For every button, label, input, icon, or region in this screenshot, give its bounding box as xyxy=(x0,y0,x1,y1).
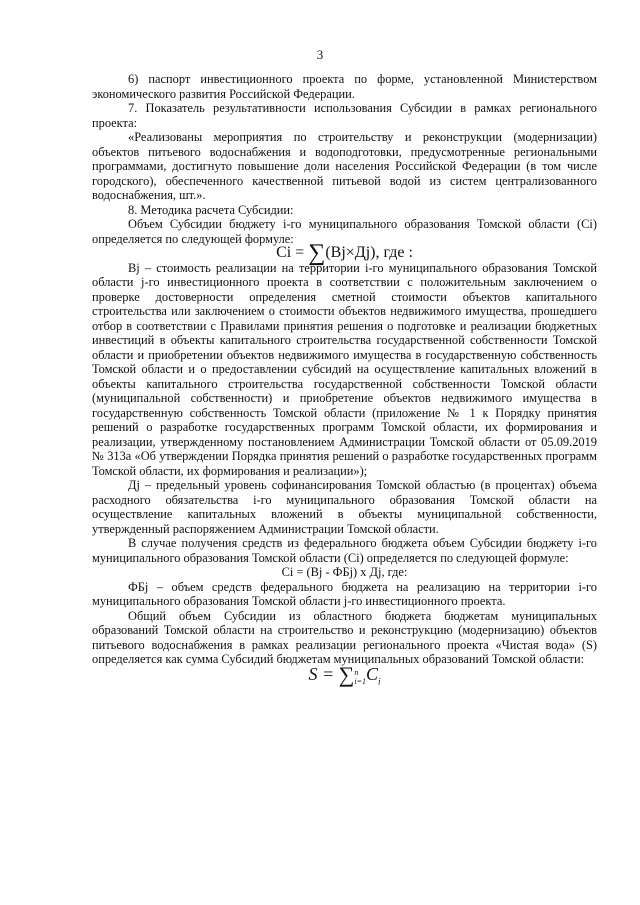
paragraph-total-volume: Общий объем Субсидии из областного бюджета бюджетам муниципальных образований Томской области на строительство и реконструкцию (модернизацию) объектов питьевого водоснабжения в рамках реализации регионального проекта «Чистая вода» (S) определяется как сумма Субсидий бюджетам муниципальных образований Томской области: xyxy=(92,608,597,666)
formula-total-term: C xyxy=(365,663,378,684)
formula-total xyxy=(92,661,597,689)
sum-upper-limit: n xyxy=(354,667,359,677)
document-body xyxy=(92,72,597,689)
paragraph-dj-definition: Дj – предельный уровень софинансирования Томской областью (в процентах) объема расходного обязательства i-го муниципального образования Томской области на осуществление капитальных вложений в объекты муниципальной собственности, утвержденный распоряжением Администрации Томской области. xyxy=(92,478,597,536)
paragraph-federal-case: В случае получения средств из федерального бюджета объем Субсидии бюджету i-го муниципального образования Томской области (Сi) определяется по следующей формуле: xyxy=(92,536,597,565)
paragraph-method-heading: 8. Методика расчета Субсидии: xyxy=(128,202,294,217)
paragraph-bj-definition: Bj – стоимость реализации на территории i-го муниципального образования Томской области j-го инвестиционного проекта в соответствии с положительным заключением о проверке достоверности определения сметной стоимости объектов капитального строительства или заключением о стоимости объектов недвижимого имущества, прошедшего отбор в соответствии с Правилами принятия решения о подготовке и реализации бюджетных инвестиций в объекты капитального строительства государственной собственности Томской области и приобретении объектов недвижимого имущества в государственную собственность Томской области и о предоставлении субсидий на осуществление капитальных вложений в объекты капитального строительства государственной собственности Томской области (муниципальной собственности) и приобретение объектов недвижимого имущества в государственную собственность Томской области (приложение № 1 к Порядку принятия решений о разработке государственных программ Томской области, их формирования и реализации, утвержденному постановлением Администрации Томской области от 05.09.2019 № 313а «Об утверждении Порядка принятия решений о разработке государственных программ Томской области, их формирования и реализации»); xyxy=(92,260,597,478)
sum-limits xyxy=(354,668,366,686)
formula-subsidy-right: (Bj×Дj), где : xyxy=(325,244,413,261)
sum-symbol: ∑ xyxy=(308,240,326,266)
paragraph-indicator-text: «Реализованы мероприятия по строительству и реконструкции (модернизации) объектов питьевого водоснабжения и водоподготовки, предусмотренные региональными программами, достигнуто повышение доли населения Российской Федерации (в том числе городского), обеспеченного качественной питьевой водой из систем централизованного водоснабжения, шт.». xyxy=(92,130,597,202)
formula-total-left: S = xyxy=(308,663,335,684)
page-number: 3 xyxy=(316,47,324,62)
formula-subsidy xyxy=(92,240,597,266)
formula-total-subscript: i xyxy=(377,676,381,687)
sum-lower-limit: i=1 xyxy=(354,676,366,686)
paragraph-item-6: 6) паспорт инвестиционного проекта по форме, установленной Министерством экономического развития Российской Федерации. xyxy=(92,72,597,101)
paragraph-fbj-definition: ФБj – объем средств федерального бюджета на реализацию на территории i-го муниципального образования Томской области j-го инвестиционного проекта. xyxy=(92,579,597,608)
sum-symbol: ∑ xyxy=(338,661,355,687)
formula-federal: Сi = (Bj - ФБj) х Дj, где: xyxy=(281,565,408,579)
formula-subsidy-left: Ci = xyxy=(276,244,305,261)
paragraph-indicator-heading: 7. Показатель результативности использования Субсидии в рамках регионального проекта: xyxy=(92,101,597,130)
paragraph-formula-intro: Объем Субсидии бюджету i-го муниципального образования Томской области (Сi) определяется по следующей формуле: xyxy=(92,217,597,246)
